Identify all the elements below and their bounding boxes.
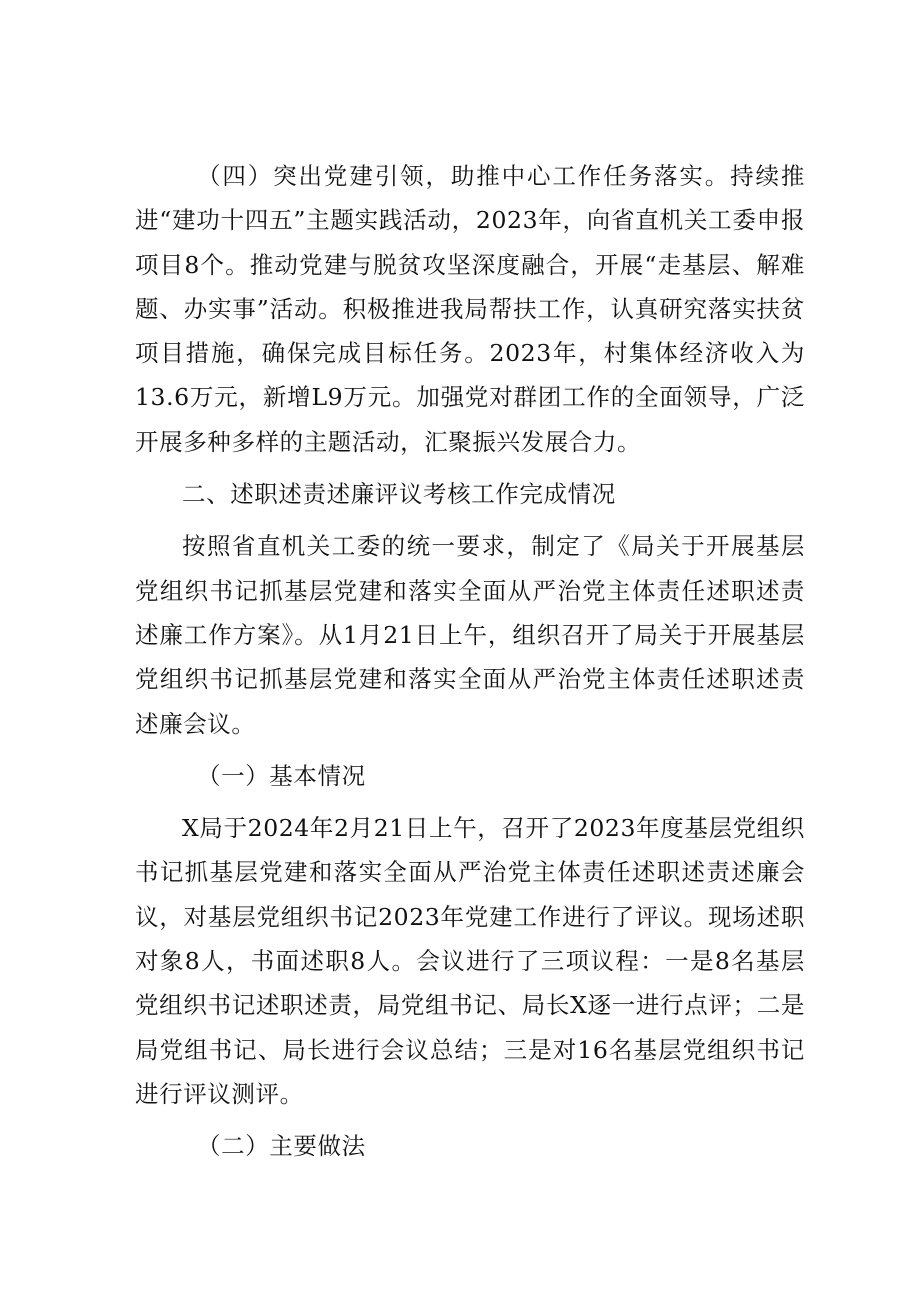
subheading-basic-situation: （一）基本情况 xyxy=(197,761,366,790)
paragraph-party-leadership: （四）突出党建引领，助推中心工作任务落实。持续推进“建功十四五”主题实践活动，2023年，向省直机关工委申报项目8个。推动党建与脱贫攻坚深度融合，开展“走基层、解难题、办实事”活动。积极推进我局帮扶工作，认真研究落实扶贫项目措施，确保完成目标任务。2023年，村集体经济收入为13.6万元，新增L9万元。加强党对群团工作的全面领导，广泛开展多种多样的主题活动，汇聚振兴发展合力。 xyxy=(135,162,805,456)
document-body xyxy=(135,154,805,1177)
subheading-main-practices: （二）主要做法 xyxy=(197,1132,366,1161)
paragraph-meeting-details: X局于2024年2月21日上午，召开了2023年度基层党组织书记抓基层党建和落实全面从严治党主体责任述职述责述廉会议，对基层党组织书记2023年党建工作进行了评议。现场述职对象8人，书面述职8人。会议进行了三项议程：一是8名基层党组织书记述职述责，局党组书记、局长X逐一进行点评；二是局党组书记、局长进行会议总结；三是对16名基层党组织书记进行评议测评。 xyxy=(135,814,805,1108)
section-heading-review: 二、述职述责述廉评议考核工作完成情况 xyxy=(182,480,616,509)
paragraph-work-plan: 按照省直机关工委的统一要求，制定了《局关于开展基层党组织书记抓基层党建和落实全面从严治党主体责任述职述责述廉工作方案》。从1月21日上午，组织召开了局关于开展基层党组织书记抓基层党建和落实全面从严治党主体责任述职述责述廉会议。 xyxy=(135,532,805,738)
